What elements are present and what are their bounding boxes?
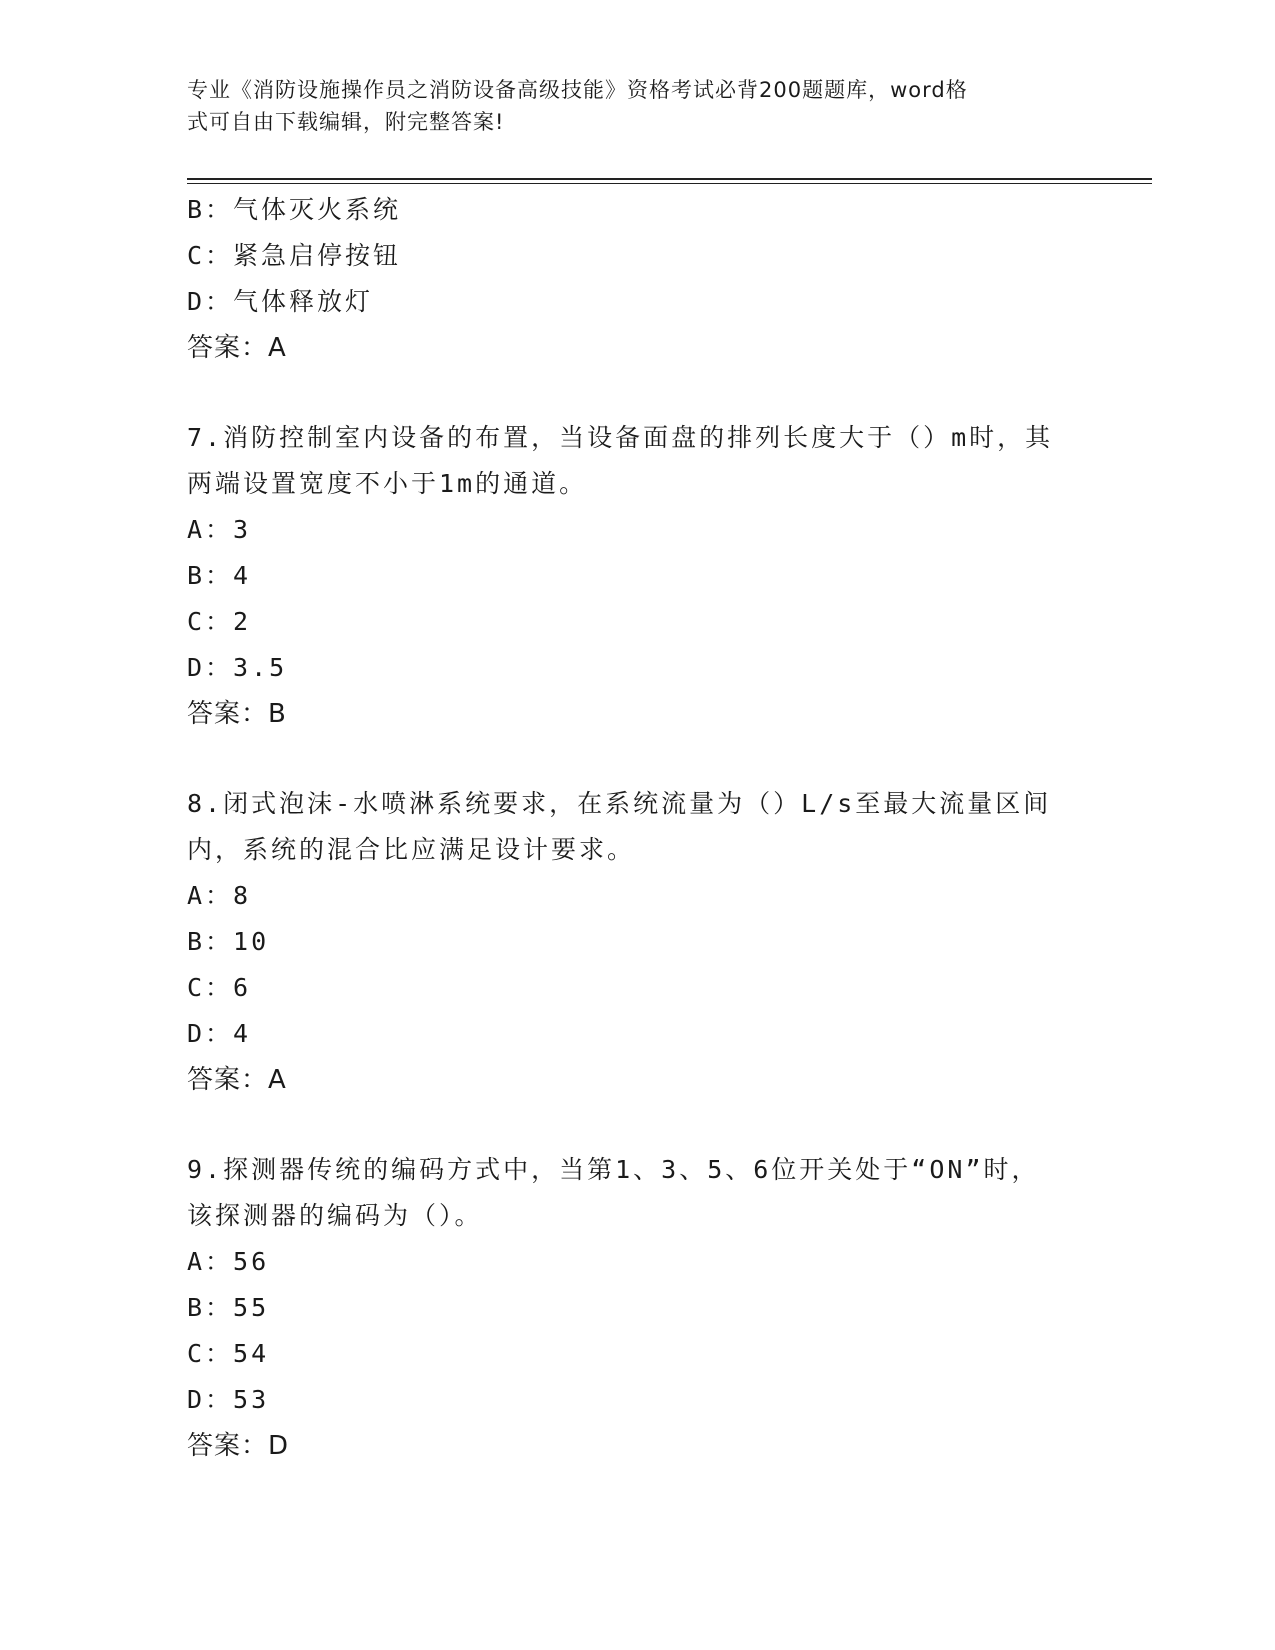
question-text-line-1: 9.探测器传统的编码方式中，当第1、3、5、6位开关处于“ON”时， (187, 1155, 1040, 1184)
question-block-8 (187, 781, 1087, 1103)
option-b: B：10 (187, 927, 270, 956)
option-a: A：3 (187, 515, 252, 544)
answer-label: 答案：A (187, 333, 287, 363)
header-line-1: 专业《消防设施操作员之消防设备高级技能》资格考试必背200题题库，word格 (187, 78, 968, 102)
question-text-line-2: 两端设置宽度不小于1m的通道。 (187, 469, 588, 498)
question-block-7 (187, 415, 1087, 737)
question-text (187, 1147, 1087, 1239)
question-block-6 (187, 187, 1087, 371)
question-text-line-1: 8.闭式泡沫-水喷淋系统要求，在系统流量为（）L/s至最大流量区间 (187, 789, 1052, 818)
option-b: B：55 (187, 1293, 270, 1322)
option-c: C：6 (187, 973, 252, 1002)
header-divider-thin (187, 183, 1152, 184)
option-d: D：3.5 (187, 653, 288, 682)
question-block-9 (187, 1147, 1087, 1469)
document-header (187, 74, 1067, 138)
option-d: D：4 (187, 1019, 252, 1048)
option-d: D：53 (187, 1385, 270, 1414)
option-c: C：2 (187, 607, 252, 636)
question-text-line-2: 该探测器的编码为（）。 (187, 1201, 483, 1230)
question-text (187, 415, 1087, 507)
option-a: A：8 (187, 881, 252, 910)
question-text-line-1: 7.消防控制室内设备的布置，当设备面盘的排列长度大于（）m时，其 (187, 423, 1054, 452)
answer-label: 答案：D (187, 1431, 290, 1461)
option-a: A：56 (187, 1247, 270, 1276)
header-divider-thick (187, 178, 1152, 180)
answer-label: 答案：B (187, 699, 287, 729)
option-d: D：气体释放灯 (187, 287, 374, 316)
option-c: C：紧急启停按钮 (187, 241, 402, 270)
option-b: B：气体灭火系统 (187, 195, 402, 224)
question-list (187, 187, 1087, 1469)
question-text (187, 781, 1087, 873)
option-b: B：4 (187, 561, 252, 590)
question-text-line-2: 内，系统的混合比应满足设计要求。 (187, 835, 636, 864)
answer-label: 答案：A (187, 1065, 287, 1095)
option-c: C：54 (187, 1339, 270, 1368)
header-line-2: 式可自由下载编辑，附完整答案! (187, 110, 505, 134)
